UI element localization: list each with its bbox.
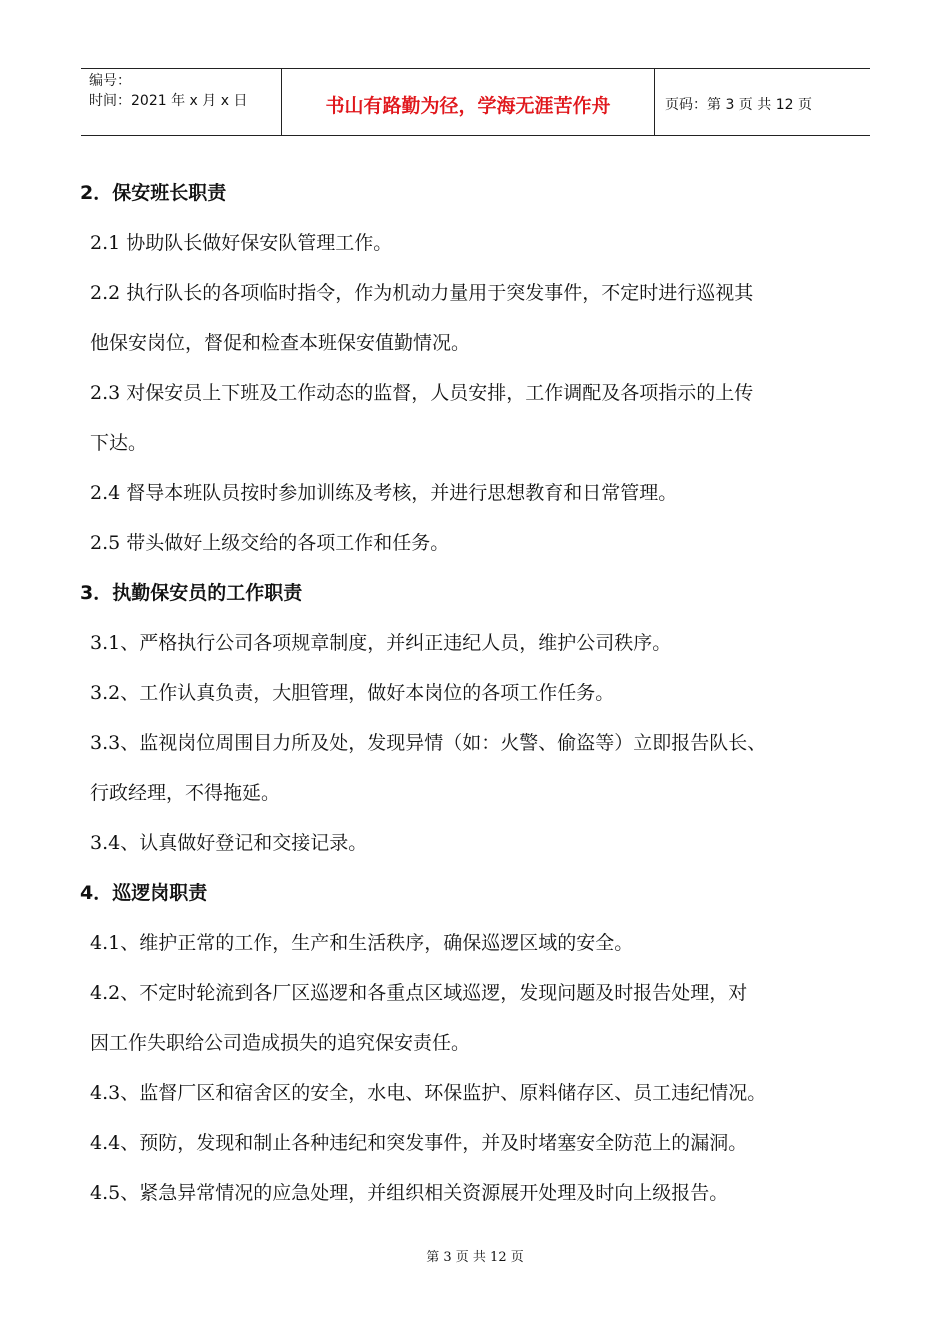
paragraph-line: 4.4、预防，发现和制止各种违纪和突发事件，并及时堵塞安全防范上的漏洞。 [90, 1132, 748, 1154]
paragraph-line: 3.2、工作认真负责，大胆管理，做好本岗位的各项工作任务。 [90, 682, 615, 704]
paragraph-line: 4.5、紧急异常情况的应急处理，并组织相关资源展开处理及时向上级报告。 [90, 1182, 729, 1204]
paragraph-line: 他保安岗位，督促和检查本班保安值勤情况。 [90, 332, 471, 354]
header-motto: 书山有路勤为径，学海无涯苦作舟 [325, 94, 611, 117]
paragraph-line: 4.3、监督厂区和宿舍区的安全，水电、环保监护、原料储存区、员工违纪情况。 [90, 1082, 767, 1104]
footer-page-number: 第 3 页 共 12 页 [426, 1250, 524, 1265]
header-motto-cell [282, 69, 655, 135]
page-footer [0, 1246, 950, 1265]
paragraph-line: 2.4 督导本班队员按时参加训练及考核，并进行思想教育和日常管理。 [90, 482, 678, 504]
section-heading: 2．保安班长职责 [80, 182, 227, 204]
paragraph-line: 2.2 执行队长的各项临时指令，作为机动力量用于突发事件，不定时进行巡视其 [90, 282, 754, 304]
paragraph-line: 2.5 带头做好上级交给的各项工作和任务。 [90, 532, 450, 554]
paragraph-line: 2.3 对保安员上下班及工作动态的监督，人员安排，工作调配及各项指示的上传 [90, 382, 754, 404]
paragraph-line: 行政经理，不得拖延。 [90, 782, 281, 804]
header-page-cell [655, 69, 870, 135]
document-date: 时间：2021 年 x 月 x 日 [89, 93, 248, 109]
paragraph-line: 2.1 协助队长做好保安队管理工作。 [90, 232, 393, 254]
paragraph-line: 3.3、监视岗位周围目力所及处，发现异情（如：火警、偷盗等）立即报告队长、 [90, 732, 767, 754]
document-number-label: 编号： [89, 73, 131, 89]
section-heading: 4．巡逻岗职责 [80, 882, 208, 904]
header-page-info: 页码：第 3 页 共 12 页 [665, 97, 812, 113]
paragraph-line: 下达。 [90, 432, 148, 454]
document-body [80, 168, 890, 1218]
page-header [81, 68, 870, 136]
paragraph-line: 4.2、不定时轮流到各厂区巡逻和各重点区域巡逻，发现问题及时报告处理，对 [90, 982, 748, 1004]
paragraph-line: 3.1、严格执行公司各项规章制度，并纠正违纪人员，维护公司秩序。 [90, 632, 672, 654]
paragraph-line: 3.4、认真做好登记和交接记录。 [90, 832, 368, 854]
paragraph-line: 4.1、维护正常的工作，生产和生活秩序，确保巡逻区域的安全。 [90, 932, 634, 954]
section-heading: 3．执勤保安员的工作职责 [80, 582, 303, 604]
paragraph-line: 因工作失职给公司造成损失的追究保安责任。 [90, 1032, 471, 1054]
header-meta-cell [81, 69, 282, 135]
